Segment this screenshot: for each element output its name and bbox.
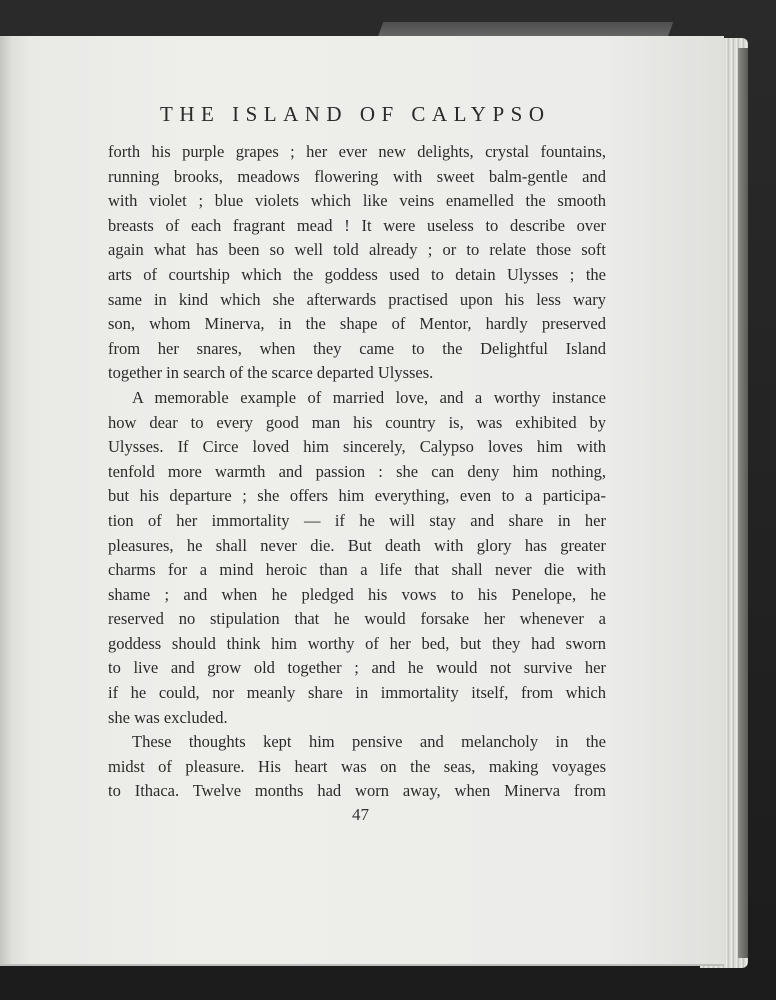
- text-line: forth his purple grapes ; her ever new delights, crystal fountains,: [108, 142, 606, 161]
- text-line: These thoughts kept him pensive and melancholy in the: [132, 732, 606, 752]
- book-binding-edge: [738, 48, 748, 958]
- text-line: with violet ; blue violets which like veins enamelled the smooth: [108, 191, 606, 211]
- text-line: midst of pleasure. His heart was on the seas, making voyages: [108, 756, 606, 776]
- text-line: breasts of each fragrant mead ! It were useless to describe over: [108, 215, 606, 235]
- text-line: shame ; and when he pledged his vows to his Penelope, he: [108, 584, 606, 604]
- text-line: how dear to every good man his country is, was exhibited by: [108, 412, 606, 432]
- text-line: again what has been so well told already ; or to relate those soft: [108, 240, 606, 260]
- text-line: A memorable example of married love, and a worthy instance: [132, 387, 606, 407]
- running-head: THE ISLAND OF CALYPSO: [160, 102, 551, 126]
- page-gutter: [0, 36, 14, 964]
- text-line: from her snares, when they came to the Delightful Island: [108, 338, 606, 358]
- text-line: same in kind which she afterwards practised upon his less wary: [108, 289, 606, 309]
- text-line: Ulysses. If Circe loved him sincerely, Calypso loves him with: [108, 437, 606, 457]
- text-line: tion of her immortality — if he will stay and share in her: [108, 510, 606, 530]
- text-line: to Ithaca. Twelve months had worn away, when Minerva from: [108, 781, 606, 801]
- text-line: goddess should think him worthy of her bed, but they had sworn: [108, 633, 606, 653]
- text-line: together in search of the scarce departed Ulysses.: [108, 363, 434, 383]
- text-line: but his departure ; she offers him everything, even to a participa-: [108, 486, 606, 506]
- text-line: arts of courtship which the goddess used to detain Ulysses ; the: [108, 264, 606, 284]
- text-line: if he could, nor meanly share in immortality itself, from which: [108, 683, 606, 703]
- text-line: tenfold more warmth and passion : she can deny him nothing,: [108, 461, 606, 481]
- text-line: running brooks, meadows flowering with sweet balm-gentle and: [108, 166, 606, 186]
- text-line: pleasures, he shall never die. But death with glory has greater: [108, 535, 606, 555]
- page-number: 47: [352, 805, 369, 824]
- text-line: she was excluded.: [108, 707, 228, 727]
- text-line: charms for a mind heroic than a life that shall never die with: [108, 560, 606, 580]
- text-line: reserved no stipulation that he would forsake her whenever a: [108, 609, 606, 629]
- text-line: to live and grow old together ; and he would not survive her: [108, 658, 606, 678]
- text-line: son, whom Minerva, in the shape of Mentor, hardly preserved: [108, 314, 606, 334]
- body-text: [108, 140, 606, 804]
